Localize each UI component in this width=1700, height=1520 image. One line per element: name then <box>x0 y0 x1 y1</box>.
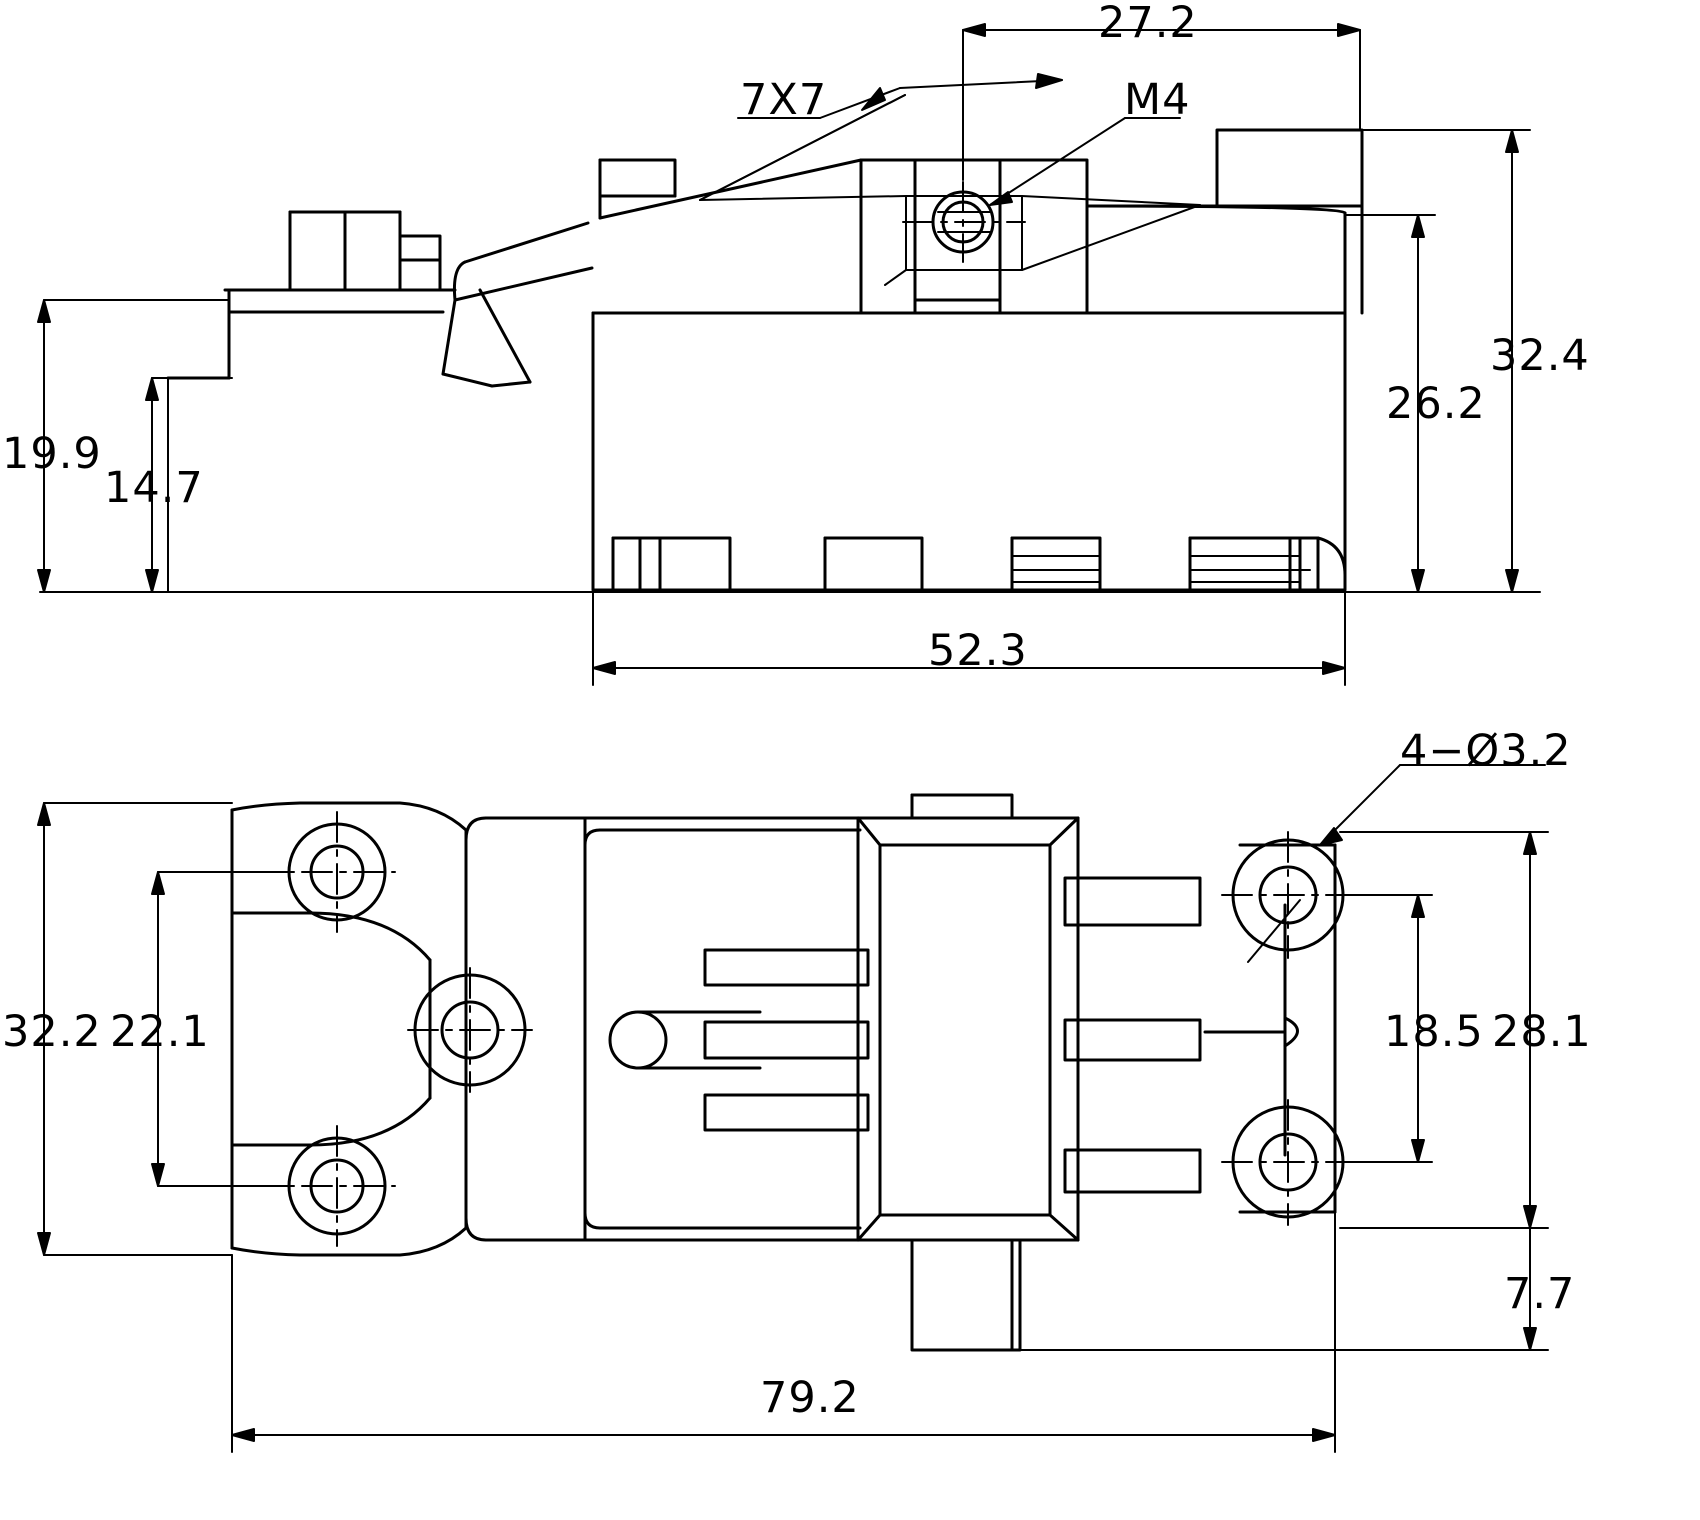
dim-label-m4: M4 <box>1124 75 1191 125</box>
dim-label-14-7: 14.7 <box>104 463 204 513</box>
dim-label-4-dia-3-2: 4−Ø3.2 <box>1400 726 1572 776</box>
dim-label-22-1: 22.1 <box>110 1007 210 1057</box>
dim-label-32-2: 32.2 <box>2 1007 102 1057</box>
centerlines <box>250 182 1355 1246</box>
dim-label-27-2: 27.2 <box>1098 0 1198 48</box>
dim-label-79-2: 79.2 <box>760 1373 860 1423</box>
dim-label-18-5: 18.5 <box>1384 1007 1484 1057</box>
plan-view-geometry <box>232 795 1343 1350</box>
dimension-lines-plan-view <box>38 765 1548 1452</box>
dim-label-28-1: 28.1 <box>1492 1007 1592 1057</box>
dim-label-32-4: 32.4 <box>1490 331 1590 381</box>
dimension-labels <box>2 0 1592 1423</box>
dim-label-19-9: 19.9 <box>2 429 102 479</box>
dim-label-7x7: 7X7 <box>740 75 828 125</box>
side-elevation-geometry <box>40 130 1540 592</box>
dim-label-52-3: 52.3 <box>928 626 1028 676</box>
dim-label-26-2: 26.2 <box>1386 379 1486 429</box>
dim-label-7-7: 7.7 <box>1504 1269 1576 1319</box>
